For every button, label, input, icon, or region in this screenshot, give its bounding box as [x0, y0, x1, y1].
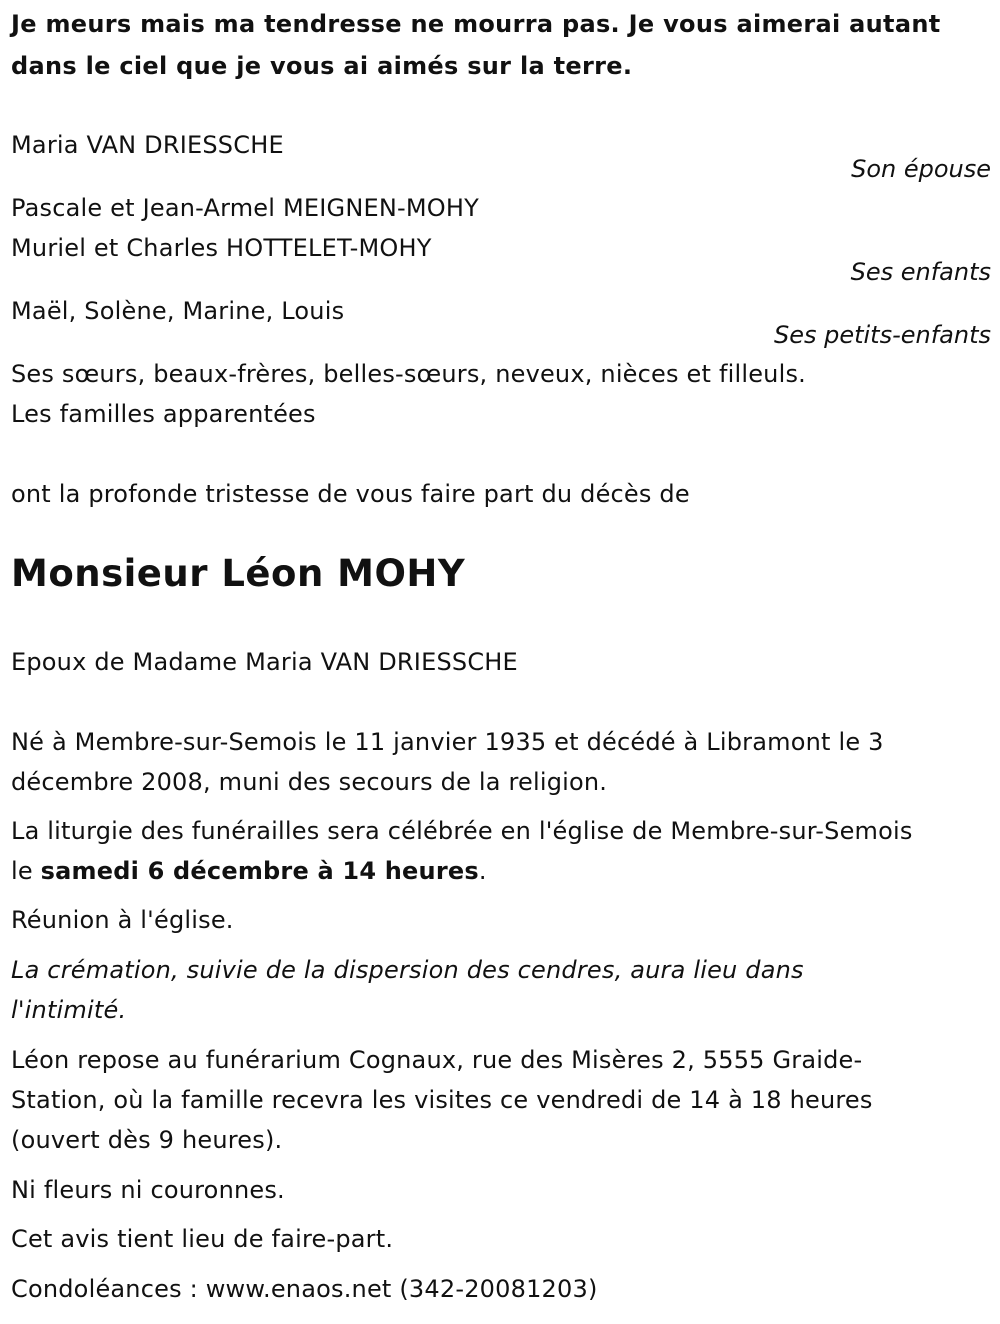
- announcement-line: ont la profonde tristesse de vous faire part du décès de: [11, 480, 690, 508]
- funeral-date: samedi 6 décembre à 14 heures: [40, 857, 479, 885]
- condolences-line: Condoléances : www.enaos.net (342-20081203): [11, 1275, 598, 1303]
- quote-line-2: dans le ciel que je vous ai aimés sur la terre.: [11, 52, 633, 80]
- funeral-line-1: La liturgie des funérailles sera célébrée en l'église de Membre-sur-Semois: [11, 817, 913, 845]
- grandchildren-role: Ses petits-enfants: [773, 321, 991, 349]
- birth-death-line-2: décembre 2008, muni des secours de la religion.: [11, 768, 608, 796]
- quote-line-1: Je meurs mais ma tendresse ne mourra pas. Je vous aimerai autant: [11, 10, 941, 38]
- funeral-prefix: le: [11, 857, 41, 885]
- visitation-line-3: (ouvert dès 9 heures).: [11, 1126, 283, 1154]
- no-flowers-line: Ni fleurs ni couronnes.: [11, 1176, 285, 1204]
- visitation-line-1: Léon repose au funérarium Cognaux, rue des Misères 2, 5555 Graide-: [11, 1046, 863, 1074]
- visitation-line-2: Station, où la famille recevra les visites ce vendredi de 14 à 18 heures: [11, 1086, 873, 1114]
- spouse-of-line: Epoux de Madame Maria VAN DRIESSCHE: [11, 648, 518, 676]
- birth-death-line-1: Né à Membre-sur-Semois le 11 janvier 1935 et décédé à Libramont le 3: [11, 728, 884, 756]
- notice-line: Cet avis tient lieu de faire-part.: [11, 1225, 394, 1253]
- cremation-line-2: l'intimité.: [11, 996, 127, 1024]
- child-line-1: Pascale et Jean-Armel MEIGNEN-MOHY: [11, 194, 479, 222]
- grandchildren-names: Maël, Solène, Marine, Louis: [11, 297, 345, 325]
- deceased-name: Monsieur Léon MOHY: [11, 552, 466, 595]
- funeral-suffix: .: [478, 857, 487, 885]
- spouse-role: Son épouse: [851, 155, 991, 183]
- children-role: Ses enfants: [850, 258, 991, 286]
- families-line: Les familles apparentées: [11, 400, 316, 428]
- spouse-name: Maria VAN DRIESSCHE: [11, 131, 284, 159]
- obituary-notice: [11, 0, 991, 1324]
- cremation-line-1: La crémation, suivie de la dispersion des cendres, aura lieu dans: [11, 956, 804, 984]
- meeting-line: Réunion à l'église.: [11, 906, 234, 934]
- funeral-line-2: [11, 856, 487, 886]
- relatives-line: Ses sœurs, beaux-frères, belles-sœurs, neveux, nièces et filleuls.: [11, 360, 806, 388]
- child-line-2: Muriel et Charles HOTTELET-MOHY: [11, 234, 432, 262]
